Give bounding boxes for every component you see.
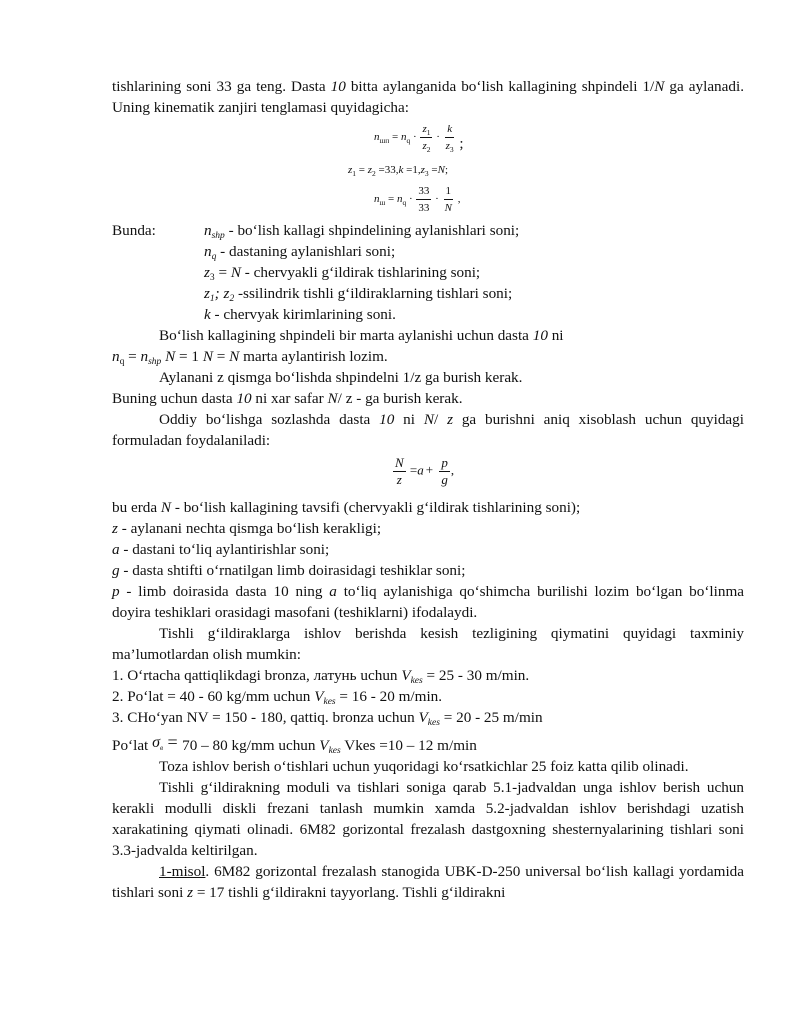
speed-item-2: 2. Po‘lat = 40 - 60 kg/mm uchun $V_{kes} = 16 - 20$ m/min.	[112, 688, 443, 707]
paragraph-finishing: Toza ishlov berish o‘tishlari uchun yuqoridagi ko‘rsatkichlar 25 foiz katta qilib olinadi.	[159, 758, 689, 775]
definition-z3: $z_3 = N$ - chervyakli g‘ildirak tishlarining soni;	[204, 264, 481, 283]
fraction-z1-z2: $\frac{z_1}{z_2}$	[422, 123, 431, 154]
speed-item-4: Po‘lat $\sigma_в = 70 - 80$ kg/mm uchun $V_{kes}$ Vkes =10 – 12 m/min	[112, 732, 477, 756]
definition-k: k - chervyak kirimlarining soni.	[204, 306, 396, 323]
fraction-k-z3: $\frac{k}{z_3}$	[445, 123, 454, 154]
division-formula: $\frac{N}{z}$ =a + $\frac{p}{g}$ ,	[395, 455, 455, 487]
legend-z: z - aylanani nechta qismga bo‘lish kerakligi;	[112, 520, 382, 537]
fraction-1-N: $\frac{1}{N}$	[444, 185, 452, 214]
definition-z1-z2: $z_1$; $z_2$ -ssilindrik tishli g‘ildiraklarning tishlari soni;	[204, 285, 513, 304]
speed-item-3: 3. CHo‘yan NV = 150 - 180, qattiq. bronza uchun $V_{kes} = 20 - 25$ m/min	[112, 709, 543, 728]
definition-nq: $n_q$ - dastaning aylanishlari soni;	[204, 243, 396, 262]
paragraph-module-selection: Tishli g‘ildirakning moduli va tishlari soniga qarab 5.1-jadvaldan unga ishlov berish uchun kerakli modulli diskli frezani tanlash mumkin xamda 5.2-jadvaldan ishlov berishdagi uzatish xarakatining qiymati olinadi. 6M82 gorizontal frezalash dastgoxning shesternyalarining tishlari soni 3.3-jadvalda keltirilgan.	[112, 779, 744, 859]
paragraph-rotation-formula: $n_q = n_{shp}$ N = 1 N = N marta aylantirish lozim.	[112, 348, 388, 367]
legend-a: a - dastani to‘liq aylantirishlar soni;	[112, 541, 330, 558]
definitions-first-line: Bunda: $n_{shp}$ - bo‘lish kallagi shpindelining aylanishlari soni;	[112, 222, 520, 241]
document-page	[112, 76, 744, 903]
example-1-label: 1-misol	[159, 863, 206, 880]
intro-paragraph: tishlarining soni 33 ga teng. Dasta 10 bitta aylanganida bo‘lish kallagining shpindeli 1/N ga aylanadi. Uning kinematik zanjiri tenglamasi quyidagicha:	[112, 78, 745, 116]
paragraph-spindle-rotation: Bo‘lish kallagining shpindeli bir marta aylanishi uchun dasta 10 ni	[159, 327, 564, 344]
paragraph-example-1: 1-misol. 6M82 gorizontal frezalash stanogida UBK-D-250 universal bo‘lish kallagi yordamida tishlari soni z = 17 tishli g‘ildirakni tayyorlang. Tishli g‘ildirakni	[112, 863, 744, 901]
spindle-equation: $n_ш = n_q$ · $\frac{33}{33}$ · $\frac{1}{N}$ ,	[374, 185, 461, 214]
paragraph-cutting-speed: Tishli g‘ildiraklarga ishlov berishda kesish tezligining qiymatini quyidagi taxminiy ma’lumotlardan olish mumkin:	[112, 625, 744, 663]
paragraph-turn-handle: Buning uchun dasta 10 ni xar safar N/ z - ga burish kerak.	[112, 390, 463, 407]
legend-N: bu erda N - bo‘lish kallagining tavsifi (chervyakli g‘ildirak tishlarining soni);	[112, 499, 581, 516]
fraction-p-g: $\frac{p}{g}$	[441, 455, 448, 487]
fraction-N-z: $\frac{N}{z}$	[395, 455, 404, 487]
kinematic-equation: $n_{шп} = n_q$ · $\frac{z_1}{z_2}$ · $\frac{k}{z_3}$ ;	[374, 123, 464, 154]
fraction-33-33: $\frac{33}{33}$	[418, 185, 430, 214]
paragraph-simple-division: Oddiy bo‘lishga sozlashda dasta 10 ni N/ z ga burishni aniq xisoblash uchun quyidagi formuladan foydalaniladi:	[112, 411, 744, 449]
legend-p: p - limb doirasida dasta 10 ning a to‘liq aylanishiga qo‘shimcha burilishi lozim bo‘lgan bo‘linma doyira teshiklari orasidagi masofani (teshiklarni) ifodalaydi.	[112, 583, 744, 621]
paragraph-z-division: Aylanani z qismga bo‘lishda shpindelni 1/z ga burish kerak.	[159, 369, 523, 386]
parameters-equation: $z_1 = z_2 =33,k =1,z_3 =N$;	[348, 164, 449, 178]
speed-item-1: 1. O‘rtacha qattiqlikdagi bronza, латунь uchun $V_{kes} = 25 - 30$ m/min.	[112, 667, 530, 686]
legend-g: g - dasta shtifti o‘rnatilgan limb doirasidagi teshiklar soni;	[112, 562, 466, 579]
